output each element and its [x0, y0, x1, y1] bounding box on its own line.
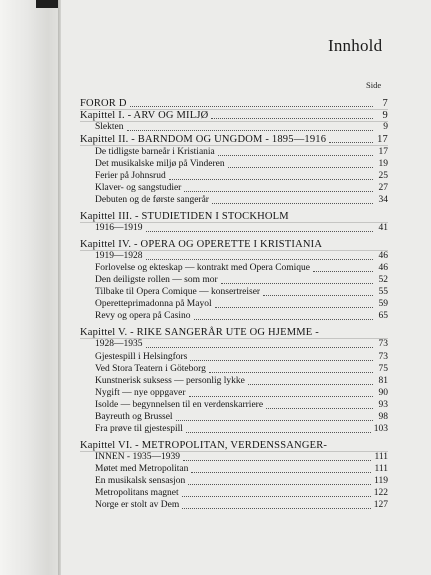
- dot-leader: [184, 185, 373, 192]
- toc-page-number: 46: [378, 251, 388, 261]
- dot-leader: [248, 378, 373, 385]
- toc-entry-title: Debuten og de første sangerår: [95, 195, 209, 205]
- toc-chapter-heading: [80, 134, 388, 145]
- dot-leader: [127, 124, 374, 131]
- toc-entry-title: Operetteprimadonna på Mayol: [95, 299, 212, 309]
- dot-leader: [215, 301, 373, 308]
- toc-entry-title: Kapittel VI. - METROPOLITAN, VERDENSSANGER-: [80, 440, 328, 451]
- toc-entry-title: Kapittel II. - BARNDOM OG UNGDOM - 1895—1916: [80, 134, 327, 145]
- toc-page-number: 111: [374, 452, 388, 462]
- toc-entry-title: Fra prøve til gjestespill: [95, 424, 183, 434]
- toc-entry: [95, 464, 388, 475]
- toc-entry: [95, 400, 388, 411]
- dot-leader: [146, 341, 374, 348]
- dot-leader: [186, 426, 371, 433]
- toc-entry-title: Kapittel I. - ARV OG MILJØ: [80, 110, 209, 121]
- dot-leader: [209, 366, 373, 373]
- toc-page-number: 65: [378, 311, 388, 321]
- toc-entry-title: Bayreuth og Brussel: [95, 412, 173, 422]
- toc-chapter-heading: [80, 327, 388, 338]
- toc-entry: [95, 251, 388, 262]
- toc-entry: [95, 452, 388, 463]
- toc-page-number: 17: [377, 134, 388, 145]
- toc-entry-title: Kapittel V. - RIKE SANGERÅR UTE OG HJEMME -: [80, 327, 319, 338]
- dot-leader: [146, 253, 374, 260]
- toc-page-number: 93: [378, 400, 388, 410]
- dot-leader: [266, 402, 373, 409]
- toc-entry-title: Revy og opera på Casino: [95, 311, 191, 321]
- toc-page-number: 103: [373, 424, 388, 434]
- toc-entry: [95, 500, 388, 511]
- toc-entry-title: Kapittel IV. - OPERA OG OPERETTE I KRISTIANIA: [80, 239, 323, 250]
- dot-leader: [212, 197, 373, 204]
- toc-page-number: 127: [373, 500, 388, 510]
- dot-leader: [211, 112, 373, 119]
- toc-entry: [95, 275, 388, 286]
- toc-page-number: 73: [378, 352, 388, 362]
- toc-entry: [95, 412, 388, 423]
- toc-chapter-heading: [80, 239, 388, 250]
- toc-page-number: 7: [382, 98, 388, 109]
- toc-entry: [95, 299, 388, 310]
- toc-entry-title: INNEN - 1935—1939: [95, 452, 180, 462]
- dot-leader: [194, 313, 373, 320]
- toc-chapter-heading: [80, 211, 388, 222]
- dot-leader: [188, 478, 371, 485]
- toc-entry: [95, 476, 388, 487]
- toc-page-number: 90: [378, 388, 388, 398]
- page-column-label: Side: [366, 80, 382, 90]
- dot-leader: [130, 100, 373, 107]
- dot-leader: [263, 289, 373, 296]
- toc-entry-title: Det musikalske miljø på Vinderen: [95, 159, 225, 169]
- section-rule: [80, 145, 388, 146]
- toc-entry-title: 1919—1928: [95, 251, 143, 261]
- dot-leader: [146, 225, 374, 232]
- dot-leader: [228, 161, 373, 168]
- dot-leader: [176, 414, 373, 421]
- toc-entry: [95, 352, 388, 363]
- toc-entry: [95, 364, 388, 375]
- toc-entry-title: Klaver- og sangstudier: [95, 183, 182, 193]
- toc-entry: [95, 147, 388, 158]
- dot-leader: [182, 502, 371, 509]
- toc-entry-title: Norge er stolt av Dem: [95, 500, 180, 510]
- dot-leader: [313, 265, 373, 272]
- toc-entry-title: De tidligste barneår i Kristiania: [95, 147, 215, 157]
- toc-entry-title: FOROR D: [80, 98, 127, 109]
- dot-leader: [183, 454, 371, 461]
- toc-page-number: 75: [378, 364, 388, 374]
- toc-page-number: 52: [378, 275, 388, 285]
- toc-entry: [95, 183, 388, 194]
- dot-leader: [190, 354, 373, 361]
- toc-page-number: 34: [378, 195, 388, 205]
- toc-page-number: 17: [378, 147, 388, 157]
- toc-entry: [95, 223, 388, 234]
- toc-page-number: 122: [373, 488, 388, 498]
- toc-page-number: 46: [378, 263, 388, 273]
- toc-entry-title: Metropolitans magnet: [95, 488, 179, 498]
- toc-entry-title: 1928—1935: [95, 339, 143, 349]
- toc-chapter-heading: [80, 440, 388, 451]
- dot-leader: [169, 173, 373, 180]
- toc-page-number: 111: [374, 464, 388, 474]
- toc-entry: [95, 263, 388, 274]
- dot-leader: [182, 490, 371, 497]
- toc-chapter-heading: [80, 98, 388, 109]
- dot-leader: [218, 149, 373, 156]
- toc-entry-title: En musikalsk sensasjon: [95, 476, 186, 486]
- toc-entry: [95, 376, 388, 387]
- toc-entry: [95, 388, 388, 399]
- toc-entry: [95, 195, 388, 206]
- dot-leader: [191, 466, 371, 473]
- toc-entry-title: Gjestespill i Helsingfors: [95, 352, 188, 362]
- toc-entry-title: Ferier på Johnsrud: [95, 171, 166, 181]
- toc-entry: [95, 339, 388, 350]
- toc-page-number: 81: [378, 376, 388, 386]
- toc-entry-title: Møtet med Metropolitan: [95, 464, 189, 474]
- dot-leader: [189, 390, 374, 397]
- toc-entry-title: Isolde — begynnelsen til en verdenskarriere: [95, 400, 264, 410]
- toc-entry-title: Nygift — nye oppgaver: [95, 388, 186, 398]
- toc-entry-title: 1916—1919: [95, 223, 143, 233]
- toc-page-number: 98: [378, 412, 388, 422]
- toc-entry: [95, 311, 388, 322]
- toc-page-number: 25: [378, 171, 388, 181]
- toc-entry: [95, 159, 388, 170]
- toc-entry-title: Kunstnerisk suksess — personlig lykke: [95, 376, 245, 386]
- toc-page-number: 119: [374, 476, 388, 486]
- toc-entry-title: Slekten: [95, 122, 124, 132]
- toc-entry: [95, 287, 388, 298]
- toc-entry: [95, 424, 388, 435]
- toc-page-number: 9: [382, 110, 388, 121]
- toc-entry: [95, 488, 388, 499]
- toc-entry-title: Forlovelse og ekteskap — kontrakt med Opera Comique: [95, 263, 311, 273]
- toc-entry-title: Kapittel III. - STUDIETIDEN I STOCKHOLM: [80, 211, 289, 222]
- page-title: Innhold: [328, 36, 383, 55]
- toc-page-number: 27: [378, 183, 388, 193]
- toc-entry-title: Tilbake til Opera Comique — konsertreiser: [95, 287, 261, 297]
- toc-chapter-heading: [80, 110, 388, 121]
- toc-entry-title: Den deiligste rollen — som mor: [95, 275, 218, 285]
- toc-page-number: 19: [378, 159, 388, 169]
- toc-page-number: 9: [383, 122, 388, 132]
- dot-leader: [329, 136, 373, 143]
- toc-page-number: 59: [378, 299, 388, 309]
- toc-entry-title: Ved Stora Teatern i Göteborg: [95, 364, 206, 374]
- toc-page-number: 41: [378, 223, 388, 233]
- toc-page-number: 55: [378, 287, 388, 297]
- toc-entry: [95, 171, 388, 182]
- toc-page-number: 73: [378, 339, 388, 349]
- dot-leader: [221, 277, 373, 284]
- toc-entry: [95, 122, 388, 133]
